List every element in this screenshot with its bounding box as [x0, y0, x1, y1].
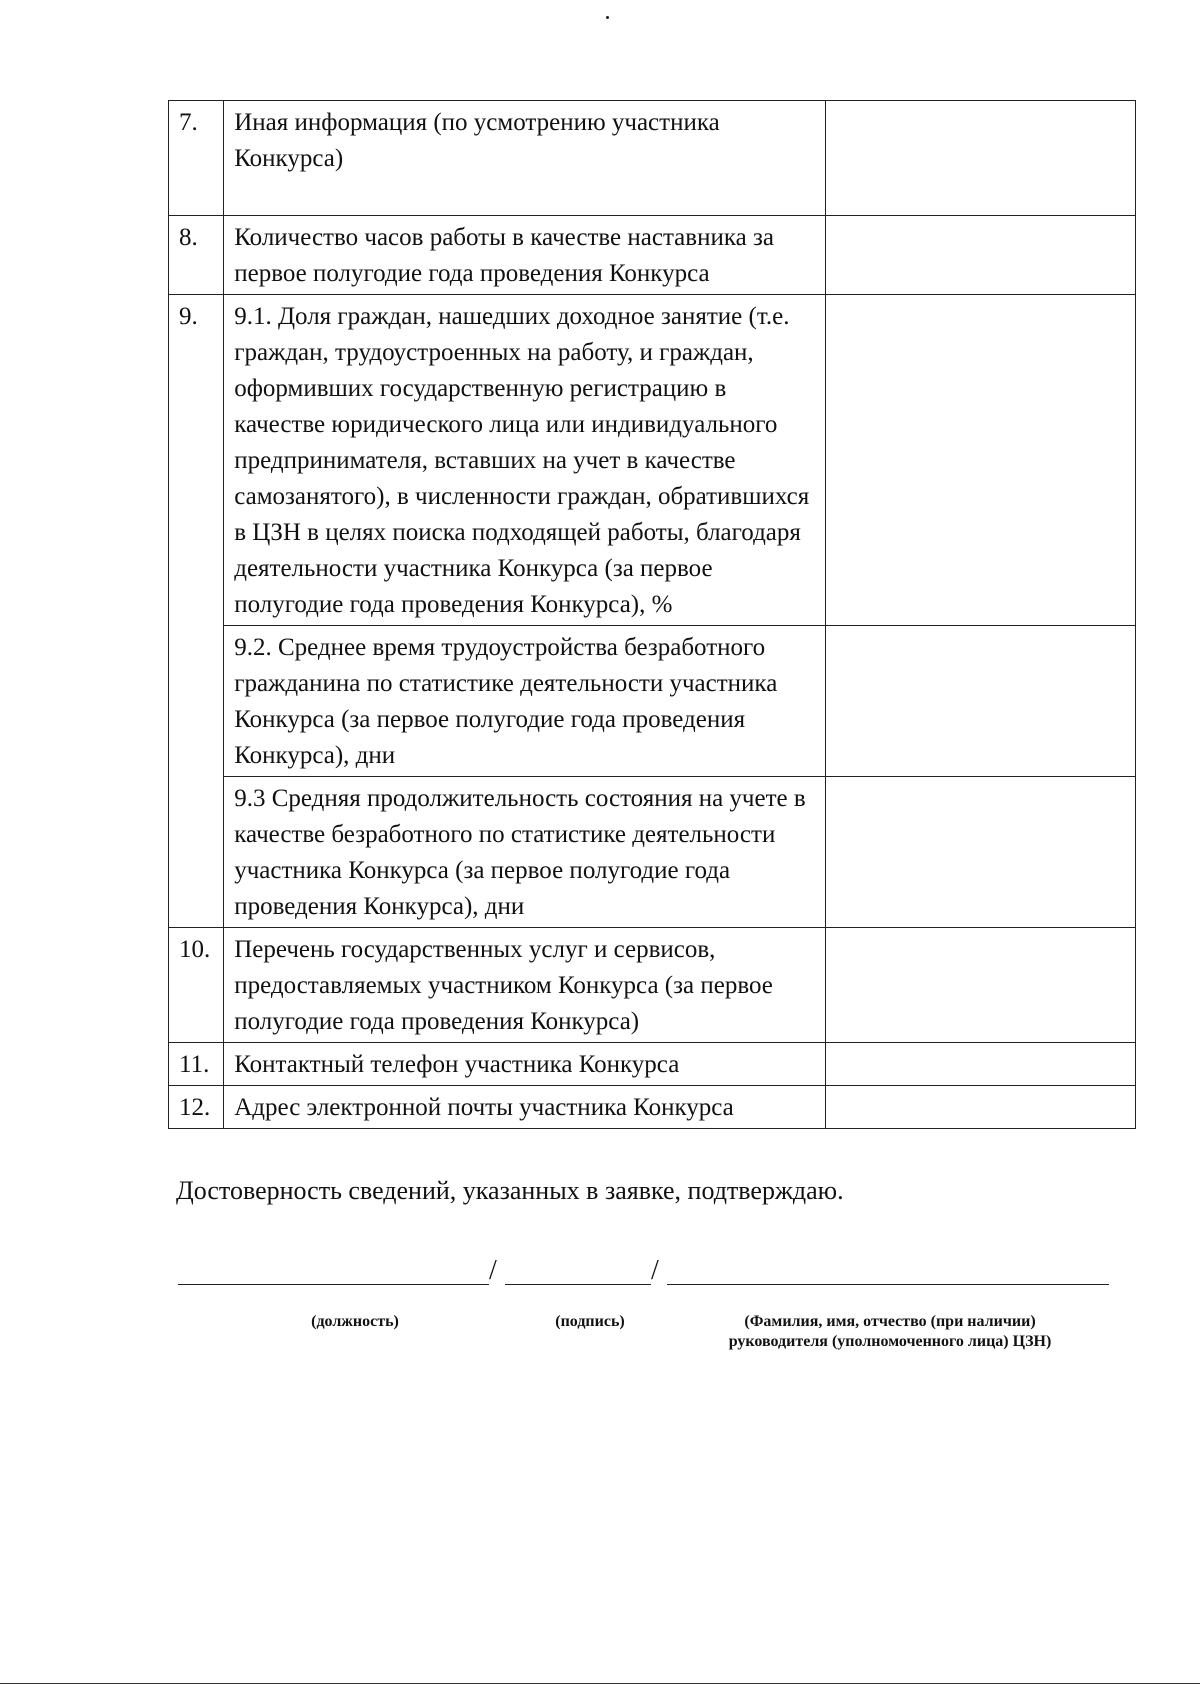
row-description: 9.2. Среднее время трудоустройства безработного гражданина по статистике деятельности участника Конкурса (за первое полугодие года проведения Конкурса), дни	[224, 626, 825, 777]
row-description: Адрес электронной почты участника Конкурса	[224, 1086, 825, 1129]
signature-separator: /	[489, 1255, 497, 1286]
page-bottom-rule	[0, 1683, 1200, 1684]
name-caption-line: руководителя (уполномоченного лица) ЦЗН)	[728, 1333, 1052, 1350]
row-value-cell[interactable]	[825, 101, 1135, 216]
row-description: Контактный телефон участника Конкурса	[224, 1043, 825, 1086]
row-number	[169, 626, 224, 777]
row-description: Количество часов работы в качестве наставника за первое полугодие года проведения Конкурса	[224, 216, 825, 295]
row-number: 9.	[169, 295, 224, 626]
table-row	[169, 216, 1136, 295]
table-row	[169, 626, 1136, 777]
application-form-table	[168, 100, 1136, 1129]
full-name-signature-line[interactable]	[667, 1284, 1109, 1285]
table-row	[169, 1086, 1136, 1129]
signature-line[interactable]	[505, 1284, 651, 1285]
row-value-cell[interactable]	[825, 295, 1135, 626]
position-signature-line[interactable]	[178, 1284, 489, 1285]
row-number: 10.	[169, 928, 224, 1043]
row-value-cell[interactable]	[825, 1086, 1135, 1129]
row-value-cell[interactable]	[825, 1043, 1135, 1086]
signature-separator: /	[651, 1255, 659, 1286]
name-caption-line: (Фамилия, имя, отчество (при наличии)	[744, 1313, 1036, 1330]
signature-caption: (подпись)	[555, 1313, 625, 1330]
row-number: 8.	[169, 216, 224, 295]
row-value-cell[interactable]	[825, 216, 1135, 295]
row-description: 9.1. Доля граждан, нашедших доходное занятие (т.е. граждан, трудоустроенных на работу, и граждан, оформивших государственную регистрацию в качестве юридического лица или индивидуального предпринимателя, вставших на учет в качестве самозанятого), в численности граждан, обратившихся в ЦЗН в целях поиска подходящей работы, благодаря деятельности участника Конкурса (за первое полугодие года проведения Конкурса), %	[224, 295, 825, 626]
row-value-cell[interactable]	[825, 928, 1135, 1043]
row-number: 12.	[169, 1086, 224, 1129]
row-value-cell[interactable]	[825, 777, 1135, 928]
row-number	[169, 777, 224, 928]
row-value-cell[interactable]	[825, 626, 1135, 777]
position-caption: (должность)	[311, 1313, 399, 1330]
row-description: Перечень государственных услуг и сервисов, предоставляемых участником Конкурса (за первое полугодие года проведения Конкурса)	[224, 928, 825, 1043]
table-row	[169, 295, 1136, 626]
table-row	[169, 777, 1136, 928]
row-description: Иная информация (по усмотрению участника Конкурса)	[224, 101, 825, 216]
row-number: 11.	[169, 1043, 224, 1086]
table-row	[169, 101, 1136, 216]
name-caption	[680, 1312, 1100, 1352]
confirmation-statement: Достоверность сведений, указанных в заявке, подтверждаю.	[176, 1176, 844, 1205]
row-description: 9.3 Средняя продолжительность состояния на учете в качестве безработного по статистике деятельности участника Конкурса (за первое полугодие года проведения Конкурса), дни	[224, 777, 825, 928]
scan-speck	[606, 16, 609, 19]
row-number: 7.	[169, 101, 224, 216]
table-row	[169, 928, 1136, 1043]
table-row	[169, 1043, 1136, 1086]
